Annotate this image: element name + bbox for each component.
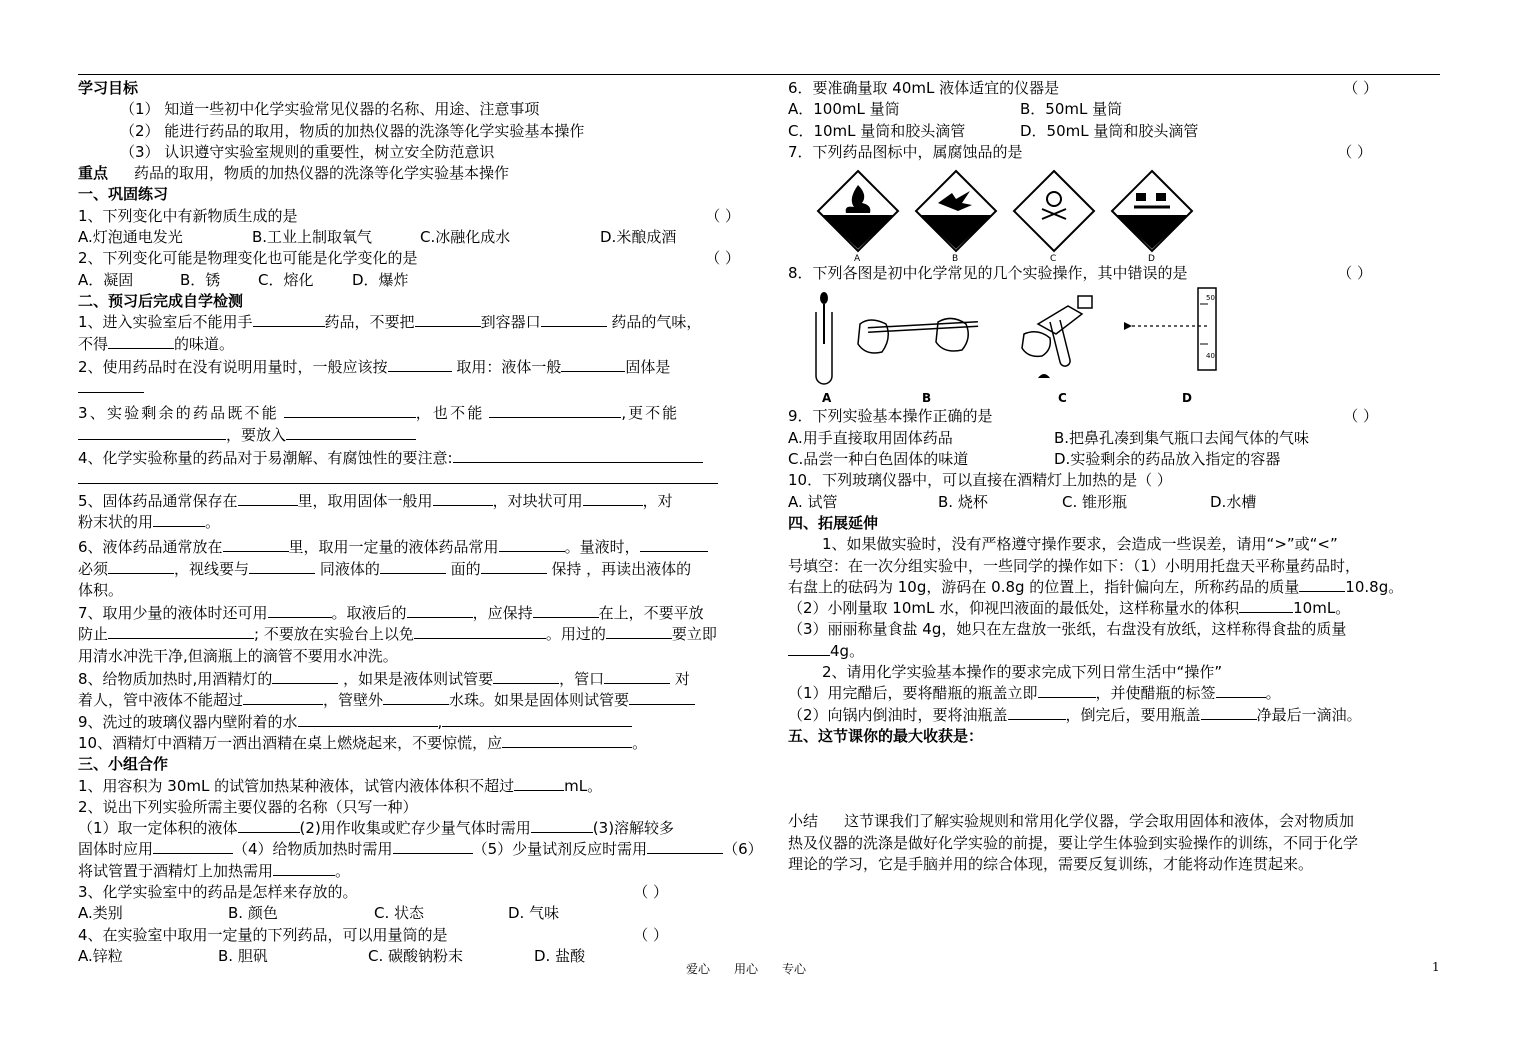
svg-text:50: 50 — [1206, 294, 1215, 303]
lab-operations-svg — [788, 284, 1248, 406]
goal-3: （3） 认识遵守实验室规则的重要性，树立安全防范意识 — [120, 142, 495, 161]
self-check-3: 3、实验剩余的药品既不能 ，也不能 ,更不能 — [78, 404, 680, 423]
self-check-4: 4、化学实验称量的药品对于易潮解、有腐蚀性的要注意: — [78, 448, 748, 469]
question-1-options: A.灯泡通电发光 B.工业上制取氧气 C.冰融化成水 D.米酿成酒 — [78, 228, 677, 247]
group-2: 2、说出下列实验所需主要仪器的名称（只写一种） — [78, 797, 418, 816]
question-2-options: A．凝固 B．锈 C．熔化 D．爆炸 — [78, 270, 409, 289]
operation-label-b: B — [922, 391, 932, 406]
section-heading-4: 四、拓展延伸 — [788, 513, 879, 532]
hazard-label-b: B — [952, 254, 959, 265]
question-1: 1、下列变化中有新物质生成的是 — [78, 206, 298, 225]
goal-1: （1） 知道一些初中化学实验常见仪器的名称、用途、注意事项 — [120, 100, 540, 119]
lab-operations-figure — [788, 284, 1438, 406]
section-title: 学习目标 — [78, 79, 139, 97]
group-3: 3、化学实验室中的药品是怎样来存放的。 — [78, 882, 358, 901]
explosive-hazard-icon — [916, 171, 996, 251]
hazard-icons-figure — [788, 163, 1438, 263]
self-check-6: 6、液体药品通常放在 里，取用一定量的液体药品常用 。量液时， — [78, 537, 748, 558]
dropper-in-test-tube-icon — [816, 292, 832, 384]
question-7: 7．下列药品图标中，属腐蚀品的是 — [788, 142, 1023, 161]
operation-label-d: D — [1182, 391, 1192, 406]
hazard-label-d: D — [1148, 254, 1155, 265]
heating-test-tube-hands-icon — [858, 319, 978, 354]
question-6: 6．要准确量取 40mL 液体适宜的仪器是 — [788, 79, 1060, 97]
group-1: 1、用容积为 30mL 的试管加热某种液体，试管内液体体积不超过 mL。 — [78, 776, 603, 795]
section-heading-2: 二、预习后完成自学检测 — [78, 291, 244, 310]
self-check-9: 9、洗过的玻璃仪器内壁附着的水 , — [78, 712, 748, 733]
answer-paren: （ ） — [633, 925, 668, 944]
extension-2: 2、请用化学实验基本操作的要求完成下列日常生活中“操作” — [822, 663, 1223, 682]
hazard-icons-svg — [788, 163, 1228, 263]
answer-paren: （ ） — [705, 249, 740, 268]
graduated-cylinder-reading-icon — [1124, 288, 1216, 370]
toxic-hazard-icon — [1014, 171, 1094, 251]
answer-paren: （ ） — [1343, 407, 1378, 426]
flammable-hazard-icon — [818, 171, 898, 251]
key-label: 重点 — [78, 164, 109, 183]
corrosive-hazard-icon — [1112, 171, 1192, 251]
self-check-5: 5、固体药品通常保存在 里，取用固体一般用 ，对块状可用 ，对 — [78, 491, 673, 510]
answer-paren: （ ） — [705, 206, 740, 225]
extension-1: 1、如果做实验时，没有严格遵守操作要求，会造成一些误差，请用“>”或“<” — [822, 535, 1338, 554]
self-check-10: 10、酒精灯中酒精万一洒出酒精在桌上燃烧起来，不要惊慌，应 。 — [78, 733, 648, 752]
question-2: 2、下列变化可能是物理变化也可能是化学变化的是 — [78, 249, 418, 268]
self-check-7: 7、取用少量的液体时还可用 。取液后的 ，应保持 在上，不要平放 — [78, 604, 704, 623]
right-column: 6．要准确量取 40mL 液体适宜的仪器是 （ ） A．100mL 量筒 B．50mL 量筒 C．10mL 量筒和胶头滴管 D．50mL 量筒和胶头滴管 7．下列药品图标中，属腐蚀品的是 （ ） A B C D 8．下列各图是初中化学常见的几个实验操作，其中错误的是 （ ） 50 40 A B C D 9．下列实验基本操作正确的是 （ ） A.用手直接取用固体药品 B.把鼻孔凑到集气瓶口去闻气体的气味 C.品尝一种白色固体的味道 D.实验剩余的药品放入指定的容器 10．下列玻璃仪器中，可以直接在酒精灯上加热的是（ ） A. 试管 B. 烧杯 C. 锥形瓶 D.水槽 四、拓展延伸 1、如果做实验时，没有严格遵守操作要求，会造成一些误差，请用“>”或“<” 号填空：在一次分组实验中，一些同学的操作如下：（1）小明用托盘天平称量药品时， 右盘上的砝码为 10g，游码在 0.8g 的位置上，指针偏向左，所称药品的质量 10.8g。 （2）小刚量取 10mL 水，仰视凹液面的最低处，这样称量水的体积 10mL。 （3）丽丽称量食盐 4g，她只在左盘放一张纸，右盘没有放纸，这样称得食盐的质量 4g。 2、请用化学实验基本操作的要求完成下列日常生活中“操作” （1）用完醋后，要将醋瓶的瓶盖立即 ，并使醋瓶的标签 。 （2）向锅内倒油时，要将油瓶盖 ，倒完后，要用瓶盖 净最后一滴油。 五、这节课你的最大收获是： 小结 这节课我们了解实验规则和常用化学仪器，学会取用固体和液体，会对物质加 热及仪器的洗涤是做好化学实验的前提，要让学生体验到实验操作的训练，不同于化学 理论的学习，它是手脑并用的综合体现，需要反复训练，才能将动作连贯起来。 — [788, 78, 1438, 875]
group-4-options: A.锌粒 B. 胆矾 C. 碳酸钠粉末 D. 盐酸 — [78, 946, 586, 965]
page-number: 1 — [1432, 960, 1440, 974]
hazard-label-a: A — [854, 254, 861, 265]
goal-2: （2） 能进行药品的取用，物质的加热仪器的洗涤等化学实验基本操作 — [120, 121, 585, 140]
group-4: 4、在实验室中取用一定量的下列药品，可以用量筒的是 — [78, 925, 448, 944]
footer-motto: 爱心 用心 专心 — [686, 962, 807, 976]
svg-text:40: 40 — [1206, 352, 1215, 361]
self-check-1: 1、进入实验室后不能用手 药品，不要把 到容器口 药品的气味， — [78, 313, 702, 332]
section-heading-3: 三、小组合作 — [78, 755, 169, 774]
section-heading-1: 一、巩固练习 — [78, 185, 169, 204]
operation-label-c: C — [1058, 391, 1067, 406]
page-footer — [0, 960, 1516, 980]
operation-label-a: A — [822, 391, 832, 406]
answer-paren: （ ） — [1337, 264, 1372, 283]
self-check-2: 2、使用药品时在没有说明用量时，一般应该按 取用：液体一般 固体是 — [78, 357, 671, 376]
left-column: 学习目标 （1） 知道一些初中化学实验常见仪器的名称、用途、注意事项 （2） 能进行药品的取用，物质的加热仪器的洗涤等化学实验基本操作 （3） 认识遵守实验室规则的重要性，树立安全防范意识 重点 药品的取用，物质的加热仪器的洗涤等化学实验基本操作 一、巩固练习 1、下列变化中有新物质生成的是 （ ） A.灯泡通电发光 B.工业上制取氧气 C.冰融化成水 D.米酿成酒 2、下列变化可能是物理变化也可能是化学变化的是 （ ） A．凝固 B．锈 C．熔化 D．爆炸 二、预习后完成自学检测 1、进入实验室后不能用手 药品，不要把 到容器口 药品的气味， 不得 的味道。 2、使用药品时在没有说明用量时，一般应该按 取用：液体一般 固体是 3、实验剩余的药品既不能 ，也不能 ,更不能 ，要放入 4、化学实验称量的药品对于易潮解、有腐蚀性的要注意: 5、固体药品通常保存在 里，取用固体一般用 ，对块状可用 ，对 粉末状的用 。 6、液体药品通常放在 里，取用一定量的液体药品常用 。量液时， 必须 ，视线要与 同液体的 面的 保持 ，再读出液体的 体积。 7、取用少量的液体时还可用 。取液后的 ，应保持 在上，不要平放 防止 ; 不要放在实验台上以免 。用过的 要立即 用清水冲洗干净,但滴瓶上的滴管不要用水冲洗。 8、给物质加热时,用酒精灯的 ，如果是液体则试管要 ，管口 对 着人，管中液体不能超过 ，管壁外 水珠。如果是固体则试管要 9、洗过的玻璃仪器内壁附着的水 , 10、酒精灯中酒精万一洒出酒精在桌上燃烧起来，不要惊慌，应 。 三、小组合作 1、用容积为 30mL 的试管加热某种液体，试管内液体体积不超过 mL。 2、说出下列实验所需主要仪器的名称（只写一种） （1）取一定体积的液体 (2)用作收集或贮存少量气体时需用 (3)溶解较多 固体时应用 （4）给物质加热时需用 （5）少量试剂反应时需用 （6） 将试管置于酒精灯上加热需用 。 3、化学实验室中的药品是怎样来存放的。 （ ） A.类别 B. 颜色 C. 状态 D. 气味 4、在实验室中取用一定量的下列药品，可以用量筒的是 （ ） A.锌粒 B. 胆矾 C. 碳酸钠粉末 D. 盐酸 — [78, 78, 748, 967]
group-3-options: A.类别 B. 颜色 C. 状态 D. 气味 — [78, 904, 560, 923]
pouring-reagent-icon — [1022, 296, 1092, 378]
summary: 小结 这节课我们了解实验规则和常用化学仪器，学会取用固体和液体，会对物质加 — [788, 812, 1355, 831]
question-10-options: A. 试管 B. 烧杯 C. 锥形瓶 D.水槽 — [788, 492, 1257, 511]
section-heading-5: 五、这节课你的最大收获是： — [788, 726, 984, 745]
question-8: 8．下列各图是初中化学常见的几个实验操作，其中错误的是 — [788, 264, 1188, 283]
question-10: 10．下列玻璃仪器中，可以直接在酒精灯上加热的是（ ） — [788, 471, 1172, 490]
question-9: 9．下列实验基本操作正确的是 — [788, 407, 993, 426]
hazard-label-c: C — [1050, 254, 1057, 265]
answer-paren: （ ） — [633, 882, 668, 901]
key-text: 药品的取用，物质的加热仪器的洗涤等化学实验基本操作 — [134, 164, 510, 183]
top-rule — [78, 74, 1440, 75]
answer-paren: （ ） — [1337, 142, 1372, 161]
answer-paren: （ ） — [1343, 79, 1378, 97]
self-check-8: 8、给物质加热时,用酒精灯的 ，如果是液体则试管要 ，管口 对 — [78, 670, 690, 689]
